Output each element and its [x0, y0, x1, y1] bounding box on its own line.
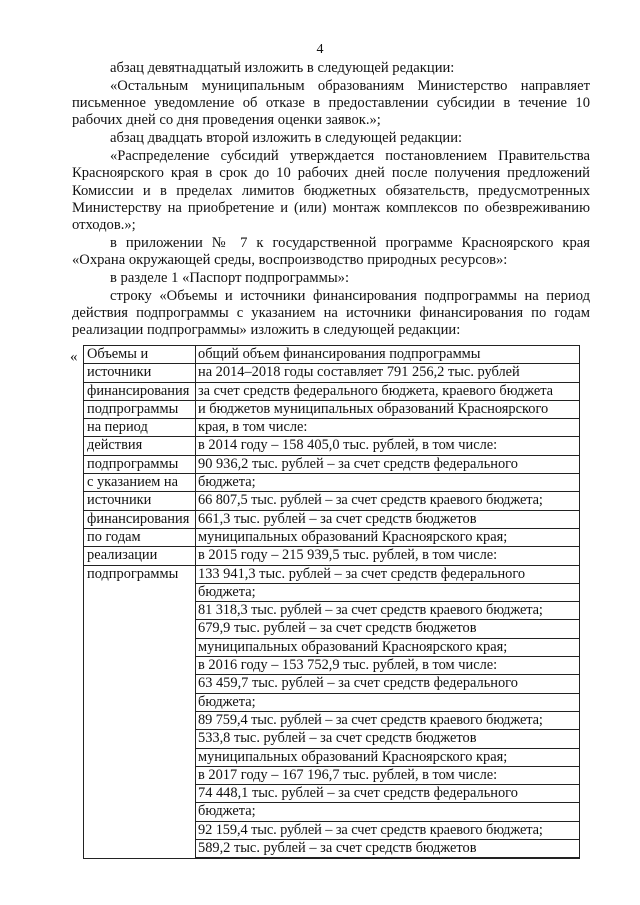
paragraph: «Распределение субсидий утверждается постановлением Правительства Красноярского края в срок до 10 рабочих дней после получения предложений Комиссии и в пределах лимитов бюджетных обязательств, предусмотренных Министерству на приобретение и (или) монтаж комплексов по обезвреживанию отходов.»; — [72, 147, 590, 234]
value-line: 679,9 тыс. рублей – за счет средств бюджетов — [196, 620, 579, 638]
value-line: и бюджетов муниципальных образований Красноярского — [196, 401, 579, 419]
label-line: финансирования — [84, 511, 195, 529]
value-line: 589,2 тыс. рублей – за счет средств бюджетов — [196, 840, 579, 858]
label-line: с указанием на — [84, 474, 195, 492]
value-line: 661,3 тыс. рублей – за счет средств бюджетов — [196, 511, 579, 529]
value-line: 90 936,2 тыс. рублей – за счет средств федерального — [196, 456, 579, 474]
value-line: края, в том числе: — [196, 419, 579, 437]
table-row — [84, 346, 580, 859]
value-line: муниципальных образований Красноярского края; — [196, 749, 579, 767]
label-line: источники — [84, 492, 195, 510]
label-line: действия — [84, 437, 195, 455]
value-line: муниципальных образований Красноярского края; — [196, 639, 579, 657]
value-line: 89 759,4 тыс. рублей – за счет средств краевого бюджета; — [196, 712, 579, 730]
paragraph: абзац девятнадцатый изложить в следующей редакции: — [110, 60, 455, 76]
label-line: реализации — [84, 547, 195, 565]
label-line: источники — [84, 364, 195, 382]
document-body — [72, 60, 590, 340]
label-cell — [84, 346, 196, 859]
value-line: 63 459,7 тыс. рублей – за счет средств федерального — [196, 675, 579, 693]
page-number: 4 — [316, 42, 324, 57]
value-line: 533,8 тыс. рублей – за счет средств бюджетов — [196, 730, 579, 748]
label-line: подпрограммы — [84, 456, 195, 474]
value-line: в 2016 году – 153 752,9 тыс. рублей, в том числе: — [196, 657, 579, 675]
value-line: за счет средств федерального бюджета, краевого бюджета — [196, 383, 579, 401]
paragraph: в приложении № 7 к государственной программе Красноярского края «Охрана окружающей среды, воспроизводство природных ресурсов»: — [72, 234, 590, 269]
label-line: подпрограммы — [84, 401, 195, 419]
value-line: бюджета; — [196, 584, 579, 602]
paragraph: «Остальным муниципальным образованиям Министерство направляет письменное уведомление об отказе в предоставлении субсидии в течение 10 рабочих дней со дня проведения оценки заявок.»; — [72, 77, 590, 129]
value-line: в 2014 году – 158 405,0 тыс. рублей, в том числе: — [196, 437, 579, 455]
paragraph: строку «Объемы и источники финансирования подпрограммы на период действия подпрограммы с указанием на источники финансирования по годам реализации подпрограммы» изложить в следующей редакции: — [72, 287, 590, 339]
value-line: 74 448,1 тыс. рублей – за счет средств федерального — [196, 785, 579, 803]
label-line: подпрограммы — [87, 565, 179, 582]
value-line: 66 807,5 тыс. рублей – за счет средств краевого бюджета; — [196, 492, 579, 510]
value-cell — [196, 346, 580, 859]
value-line: 81 318,3 тыс. рублей – за счет средств краевого бюджета; — [196, 602, 579, 620]
value-line: общий объем финансирования подпрограммы — [196, 346, 579, 364]
passport-table — [83, 345, 580, 859]
label-line: по годам — [84, 529, 195, 547]
value-line: бюджета; — [196, 474, 579, 492]
paragraph: в разделе 1 «Паспорт подпрограммы»: — [110, 270, 350, 287]
value-line: в 2017 году – 167 196,7 тыс. рублей, в том числе: — [196, 767, 579, 785]
opening-quote: « — [70, 349, 78, 365]
value-line: бюджета; — [196, 694, 579, 712]
value-line: бюджета; — [196, 803, 579, 821]
value-line: на 2014–2018 годы составляет 791 256,2 тыс. рублей — [196, 364, 579, 382]
label-line: на период — [84, 419, 195, 437]
value-line: в 2015 году – 215 939,5 тыс. рублей, в том числе: — [196, 547, 579, 565]
value-line: муниципальных образований Красноярского края; — [196, 529, 579, 547]
paragraph: абзац двадцать второй изложить в следующей редакции: — [110, 130, 463, 147]
label-line: Объемы и — [84, 346, 195, 364]
value-line: 92 159,4 тыс. рублей – за счет средств краевого бюджета; — [196, 822, 579, 840]
label-line: финансирования — [84, 383, 195, 401]
value-line: 133 941,3 тыс. рублей – за счет средств федерального — [196, 566, 579, 584]
